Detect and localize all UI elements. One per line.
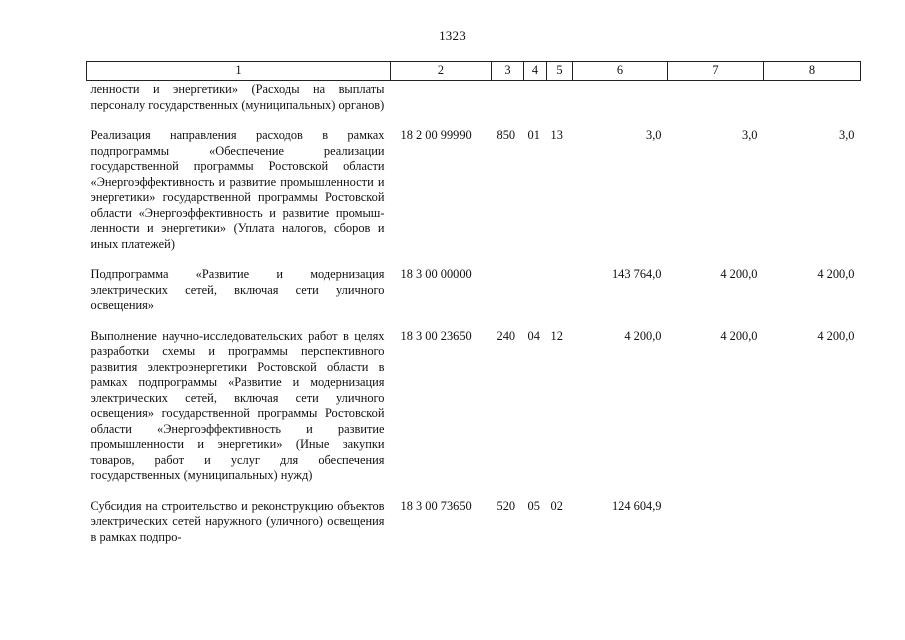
row-amount-col6: 143 764,0 (611, 267, 662, 281)
row-target-code: 18 2 00 99990 (400, 128, 472, 142)
header-row (87, 62, 861, 81)
row-section: 04 (527, 328, 540, 343)
page-number: 1323 (439, 28, 466, 43)
table-row (87, 314, 861, 484)
row-section: 01 (527, 128, 540, 142)
table-row (87, 113, 861, 252)
column-header-6: 6 (573, 62, 668, 81)
row-expense-type: 240 (496, 328, 516, 343)
row-amount-col8 (764, 484, 861, 546)
row-section (524, 252, 547, 314)
row-target-code: 18 3 00 73650 (400, 498, 472, 513)
row-amount-col6 (573, 81, 668, 114)
row-description: ленности и энергетики» (Расходы на выплаты персоналу государственных (муниципальных) органов) (90, 82, 385, 112)
row-subsection (547, 252, 573, 314)
row-amount-col6: 4 200,0 (624, 328, 662, 343)
row-subsection: 12 (550, 328, 563, 343)
row-amount-col6: 124 604,9 (611, 498, 662, 513)
row-subsection (547, 81, 573, 114)
row-expense-type (492, 252, 524, 314)
row-amount-col8: 4 200,0 (817, 328, 855, 343)
row-subsection: 02 (550, 498, 563, 513)
row-target-code: 18 3 00 23650 (400, 328, 472, 343)
row-expense-type: 520 (496, 498, 516, 513)
row-expense-type (492, 81, 524, 114)
column-header-4: 4 (524, 62, 547, 81)
row-amount-col8: 3,0 (839, 128, 855, 142)
row-description: Субсидия на строительство и реконструкцию объектов электрических сетей наружного (уличного) освещения в рамках подпро- (90, 498, 385, 544)
table-body (87, 81, 861, 546)
row-amount-col8 (764, 81, 861, 114)
row-section (524, 81, 547, 114)
row-amount-col6: 3,0 (646, 128, 662, 142)
row-target-code (391, 81, 492, 114)
table-row (87, 81, 861, 114)
row-subsection: 13 (550, 128, 563, 142)
column-header-2: 2 (391, 62, 492, 81)
row-amount-col7 (668, 484, 764, 546)
row-expense-type: 850 (496, 128, 516, 142)
row-target-code: 18 3 00 00000 (400, 267, 472, 281)
column-header-1: 1 (87, 62, 391, 81)
column-header-5: 5 (547, 62, 573, 81)
column-header-3: 3 (492, 62, 524, 81)
budget-table (86, 61, 861, 545)
column-header-8: 8 (764, 62, 861, 81)
row-description: Реализация направления расходов в рамках подпрограммы «Обеспечение реализации государственной программы Ростовской области «Энергоэффективность и развитие промышленности и энергетики» государственной программы Ростовской области «Энергоэффективность и развитие промышленности и энергетики» (Уплата налогов, сборов и иных платежей) (90, 128, 385, 251)
table-row (87, 252, 861, 314)
column-header-7: 7 (668, 62, 764, 81)
table-header (87, 62, 861, 81)
row-description: Подпрограмма «Развитие и модернизация электрических сетей, включая сети уличного освещения» (90, 267, 385, 312)
row-amount-col7: 4 200,0 (720, 267, 758, 281)
row-amount-col7: 3,0 (742, 128, 758, 142)
row-section: 05 (527, 498, 540, 513)
row-amount-col8: 4 200,0 (817, 267, 855, 281)
row-amount-col7 (668, 81, 764, 114)
row-description: Выполнение научно-исследовательских работ в целях разработки схемы и программы перспективного развития электроэнергетики Ростовской области в рамках подпрограммы «Развитие и модернизация электрических сетей, включая сети уличного освещения» государственной программы Ростовской области «Энергоэффективность и развитие промышленности и энергетики» (Иные закупки товаров, работ и услуг для обеспечения государственных (муниципальных) нужд) (90, 328, 385, 482)
row-amount-col7: 4 200,0 (720, 328, 758, 343)
table-row (87, 484, 861, 546)
